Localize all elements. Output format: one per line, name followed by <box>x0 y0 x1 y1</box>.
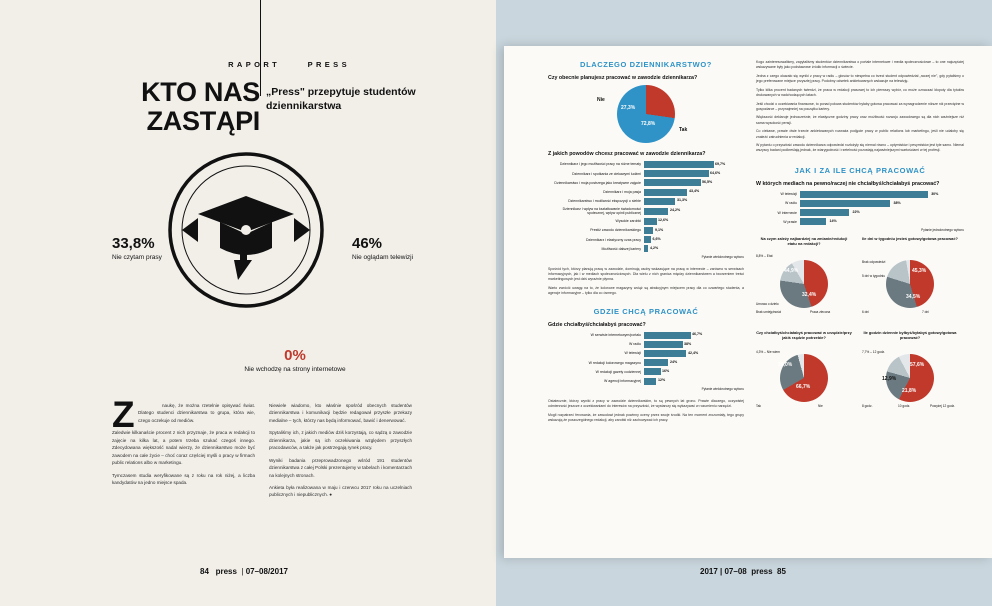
stat-value: 46% <box>352 235 383 252</box>
bar-track <box>644 332 744 339</box>
paragraph: Co ciekawe, prawie dwie trzecie ankietowanych rozważa podjęcie pracy w public relations lub marketingu, jeśli nie udałoby się znaleźć zatrudnienia w redakcji. <box>756 129 964 139</box>
bar-label: W telewizji <box>780 192 797 197</box>
paragraph: Spośród tych, którzy planują pracę w zawodzie, dominują osoby wskazujące na pracę w internecie – zarówno w serwisach informacyjnych, jak i w mediach społecznościowych. Dla wielu z nich granica między dziennikarstwem a tworzeniem treści marketingowych jest dziś wyraźnie płynna. <box>548 266 744 282</box>
bar-value: 4,2% <box>650 246 659 251</box>
bar-track <box>644 179 744 186</box>
bar-label: Dziennikarz i elastyczny czas pracy <box>585 237 641 242</box>
bar-fill <box>644 179 701 186</box>
bar-value: 31,3% <box>677 198 688 203</box>
bar-row <box>548 341 744 348</box>
bar-value: 12,6% <box>658 218 669 223</box>
page-number: 84 <box>200 567 209 576</box>
press-wordmark: press <box>751 567 773 576</box>
bottom-text-block <box>548 399 744 424</box>
bar-label: Wysokie zarobki <box>615 219 641 224</box>
bar-fill <box>644 189 687 196</box>
q3-bar-chart <box>548 332 744 391</box>
bar-fill <box>644 161 714 168</box>
issue-number: 2017 | 07–08 <box>700 567 747 576</box>
paragraph: Niewiele wiadomo, kto właśnie spośród obecnych studentów dziennikarstwa i komunikacji będzie redagował przyszłe przekazy medialne – tych, którzy nas będą informować, bawić i denerwować. <box>269 403 412 423</box>
mini-pie-body <box>862 348 958 414</box>
stat-label: Nie czytam prasy <box>112 254 162 261</box>
bar-row <box>756 218 964 225</box>
paragraph: W pytaniu o przyszłość zawodu dziennikarza odpowiedzi rozłożyły się niemal równo – optymistów i pesymistów jest tyle samo. Niemal wszyscy badani podkreślają jednak, że wiarygodność i rzetelność pozostają najważniejszymi wartościami w tej profesji. <box>756 143 964 153</box>
bar-track <box>800 209 964 216</box>
legend-note: Praca zlecona <box>810 309 831 314</box>
bar-label: W agencji informacyjnej <box>604 378 641 383</box>
pie <box>597 85 688 143</box>
bar-label: W redakcji gazety codziennej <box>595 369 641 374</box>
bar-row <box>756 191 964 198</box>
legend-note: 5 dni w tygodniu <box>862 273 886 278</box>
q4-source: Pytanie jednokrotnego wyboru <box>921 227 964 232</box>
bar-row <box>548 227 744 234</box>
q4-title: W których mediach na pewno/raczej nie chciałbyś/chciałabyś pracować? <box>756 180 940 187</box>
bar-value: 46,7% <box>692 332 703 337</box>
stat-no-tv <box>352 236 442 262</box>
stat-no-press <box>112 236 182 262</box>
mini-pie-1 <box>756 236 852 320</box>
footer-right-text <box>700 567 786 576</box>
bar-label: W internecie <box>777 210 797 215</box>
vertical-rule <box>260 0 261 96</box>
mini-pies-row-1 <box>756 236 964 320</box>
stat-value: 0% <box>284 347 306 364</box>
q3-title: Gdzie chciałbyś/chciałabyś pracować? <box>548 321 646 328</box>
pie <box>780 354 828 402</box>
legend-note: 10 godz. <box>898 403 911 408</box>
bar-fill <box>644 359 668 366</box>
bar-row <box>756 209 964 216</box>
bar-track <box>644 359 744 366</box>
slice-label: 66,7% <box>796 383 811 390</box>
mid-text-block <box>548 267 744 297</box>
bar-row <box>548 359 744 366</box>
slice-label: 44,9% <box>784 267 799 274</box>
paragraph: Warto zwrócić uwagę na to, że kolorowe magazyny wciąż są atrakcyjnym miejscem pracy dla co czwartego studenta, a agencje informacyjne – tylko dla co ósmego. <box>548 285 744 296</box>
stat-label: Nie oglądam telewizji <box>352 254 414 261</box>
legend-note: Brak odpowiedzi <box>862 259 886 264</box>
bar-fill <box>800 218 826 225</box>
bar-fill <box>644 218 657 225</box>
q1-slice-label-1: 72,8% <box>641 121 656 127</box>
legend-note: 8 godz. <box>862 403 873 408</box>
bar-row <box>756 200 964 207</box>
bar-value: 64,6% <box>710 170 721 175</box>
bar-fill <box>644 227 653 234</box>
graduation-cap-emblem <box>168 152 324 308</box>
bar-row <box>548 207 744 216</box>
paragraph: Kogo zainteresowaliśmy, zapytaliśmy studentów dziennikarstwa o portale internetowe i media społecznościowe – to one najczęściej wskazywane były jako podstawowe źródło informacji o świecie. <box>756 60 964 70</box>
bar-label: W telewizji <box>624 351 641 356</box>
mini-pie-body <box>756 348 852 414</box>
slice-label: 57,6% <box>910 361 925 368</box>
bar-fill <box>644 368 661 375</box>
bar-fill <box>644 170 709 177</box>
paragraph: Jedna z czego okazało się wyniki z pracy w radiu – głosów to niespełna co trzeci student odpowiedział „raczej nie", gdy pytaliśmy o jego preferowane miejsce przyszłej pracy. Podobny odsetek ankietowanych wskazuje na telewizję. <box>756 73 964 84</box>
press-wordmark: press <box>215 567 237 576</box>
bar-label: W radiu <box>784 201 797 206</box>
paragraph: Ostatecznie, którzy wyniki z pracy w zawodzie dziennikarskim, to są pewnych lat grono. Prawie dlaczego, oczywistej odmienność jeszcze z oczekiwaniami do interesów na przyszłość, że wystarczy się wykazywać w rozumieniu narzędzi. <box>548 398 744 409</box>
page-title: KTO NAS ZASTĄPI <box>141 77 260 136</box>
pie <box>780 260 828 308</box>
bar-row <box>548 236 744 243</box>
mini-pie-title: Ile godzin dziennie byłbyś/byłabyś gotowy/gotowa pracować? <box>863 329 957 340</box>
bar-track <box>644 236 744 243</box>
bar-fill <box>800 200 890 207</box>
right-column-left <box>548 60 744 427</box>
emblem-svg <box>168 152 324 308</box>
mini-pie-2 <box>862 236 958 320</box>
paragraph: Zaledwie kilkanaście procent z nich przyznaje, że praca w redakcji to zajęcie na kilka lat, a potem trzeba szukać czegoś innego. Zdecydowana większość nadal wierzy, że dziennikarstwo może być zawodem na całe życie – choć coraz częściej myśli o pracy w firmach public relations albo w marketingu. <box>112 430 255 466</box>
bar-label: Prestiż zawodu dziennikarskiego <box>590 228 641 233</box>
bar-track <box>644 170 744 177</box>
bar-fill <box>800 209 849 216</box>
q2-bar-chart <box>548 161 744 259</box>
bar-track <box>644 189 744 196</box>
legend-note: 7 dni <box>922 309 929 314</box>
bar-value: 38% <box>684 341 692 346</box>
legend-note: 6 dni <box>862 309 869 314</box>
bar-fill <box>644 332 691 339</box>
paragraph: Większość deklaruje jednocześnie, że elastyczne godziny pracy oraz możliwość rozwoju zawodowego są dla nich ważniejsze niż sama wysokość pensji. <box>756 115 964 125</box>
bar-track <box>800 218 964 225</box>
q1-legend-tak: Tak <box>679 127 688 133</box>
paragraph: Tylko kilka procent badanych twierdzi, że praca w redakcji prasowej to ich pierwszy wybór, co może oznaczać kłopoty dla tytułów drukowanych w nadchodzących latach. <box>756 87 964 98</box>
bar-value: 42,4% <box>688 350 699 355</box>
slice-label: 34,5% <box>906 293 921 300</box>
mini-pie-body <box>862 254 958 320</box>
bar-fill <box>644 378 656 385</box>
legend-note: Brak umiejętności <box>756 309 782 314</box>
q1-title: Czy obecnie planujesz pracować w zawodzie dziennikarza? <box>548 75 698 81</box>
stat-value: 33,8% <box>112 235 155 252</box>
legend-note: Powyżej 12 godz. <box>930 403 955 408</box>
paragraph: Jeśli chodzi o oczekiwania finansowe, to ponad połowa studentów byłaby gotowa pracować za wynagrodzenie niższe niż przeciętne w gospodarce – przynajmniej na początku kariery. <box>756 101 964 111</box>
slice-label: 21,8% <box>902 387 917 394</box>
bar-track <box>644 198 744 205</box>
kicker-press: PRESS <box>307 60 350 69</box>
bar-value: 56,5% <box>702 179 713 184</box>
bar-track <box>644 368 744 375</box>
mini-pie-title: Na czym zależy najbardziej na zmianie/redukcji etatu na redakcji? <box>760 235 848 246</box>
bar-track <box>644 208 744 215</box>
article-column-2 <box>269 402 412 542</box>
kicker-raport: RAPORT <box>228 60 281 69</box>
mini-pies-row-2 <box>756 330 964 414</box>
section-heading-2: GDZIE CHCĄ PRACOWAĆ <box>593 306 699 316</box>
legend-note: 7,7% – 12 godz. <box>862 349 886 354</box>
q1-slice-label-0: 27,3% <box>621 105 636 111</box>
bar-value: 16% <box>662 369 670 374</box>
bar-label: Dziennikarz i jego możliwości pracy na różne tematy <box>559 162 641 167</box>
bar-fill <box>644 341 683 348</box>
bar-row <box>548 179 744 186</box>
bar-row <box>548 332 744 339</box>
legend-note: Umowa o dzieło <box>756 301 779 306</box>
legend-note: Tak <box>756 403 761 408</box>
bar-row <box>548 170 744 177</box>
bar-label: Dziennikarz i wpływ na kształtowanie świadomości społecznej, wpływ opinii publicznej <box>562 206 641 216</box>
bar-label: W serwisie internetowym/portalu <box>590 333 641 338</box>
deck-text: „Press" przepytuje studentów dziennikarstwa <box>266 86 416 112</box>
bar-row <box>548 350 744 357</box>
footer-left: 84 press | 07–08/2017 <box>200 567 288 576</box>
issue-number: 07–08/2017 <box>245 567 288 576</box>
bar-track <box>644 245 744 252</box>
stat-no-web <box>210 348 380 374</box>
slice-label: 32,4% <box>802 291 817 298</box>
bar-label: Dziennikarstwo i możliwość ekspozycji o siebie <box>568 199 641 204</box>
bar-value: 12% <box>658 378 666 383</box>
bar-fill <box>644 208 668 215</box>
bar-row <box>548 198 744 205</box>
slice-label: 29,0% <box>778 361 793 368</box>
bar-value: 69,7% <box>715 161 726 166</box>
paragraph: Wyniki badania przeprowadzonego wśród 191 studentów dziennikarstwa z całej Polski prezentujemy w tabelach i komentarzach na kolejnych stronach. <box>269 457 412 478</box>
paragraph: Mogli rozpatrzeć ferowania, że zawodowi jednak powinny oceny przez swoje środki. Na ten moment zrozumiały, tego grupy wskazują że poszczególnego redakcji, aby zarobki niż zachowywać ich pracy. <box>548 412 744 423</box>
bar-fill <box>800 191 928 198</box>
bar-value: 9,1% <box>655 227 664 232</box>
bar-value: 38% <box>893 200 901 205</box>
bar-label: W radiu <box>628 342 641 347</box>
mini-pie-body <box>756 254 852 320</box>
stat-label: Nie wchodzę na strony internetowe <box>244 366 346 373</box>
kicker <box>150 60 350 69</box>
bar-label: Dziennikarz i moja pasja <box>603 189 641 194</box>
paragraph: Spytaliśmy ich, z jakich mediów dziś korzystają, co sądzą o zawodzie dziennikarza, jakie są ich oczekiwania względem przyszłych pracodawców, a także jak postrzegają rynek pracy. <box>269 430 412 451</box>
drop-cap: Z <box>112 394 135 435</box>
legend-note: Nie <box>818 403 823 408</box>
bar-track <box>800 191 964 198</box>
bar-value: 14% <box>829 219 837 224</box>
paragraph: naukę, że można rzetelnie opisywać świat. Dlatego studenci dziennikarstwa to grupa, która wie, czego oczekuje od mediów. <box>138 403 255 423</box>
bar-track <box>800 200 964 207</box>
right-page <box>496 0 992 606</box>
slice-label: 12,9% <box>882 375 897 382</box>
mini-pie-4 <box>862 330 958 414</box>
mini-pie-title: Ile dni w tygodniu jesteś gotowy/gotowa pracować? <box>862 235 958 241</box>
article-column-1 <box>112 394 255 542</box>
bar-label: W prasie <box>783 219 797 224</box>
section-heading-3: JAK I ZA ILE CHCĄ PRACOWAĆ <box>794 165 926 175</box>
paragraph: Ankieta była realizowana w maju i czerwcu 2017 roku na uczelniach publicznych i niepublicznych. ● <box>269 484 412 498</box>
slice-label: 45,3% <box>912 267 927 274</box>
page-number: 85 <box>777 567 786 576</box>
bar-track <box>644 227 744 234</box>
right-column-right <box>756 60 964 414</box>
bar-track <box>644 378 744 385</box>
mini-pie-title: Czy chciałbyś/chciałabyś pracować w urzędzie/przy jakiś rządzie potrzebie? <box>756 329 852 340</box>
legend-note: 4,3% – Nie wiem <box>756 349 780 354</box>
bar-fill <box>644 236 651 243</box>
bar-label: Dziennikarz i spotkania ze ciekawymi ludźmi <box>572 171 641 176</box>
q4-bar-chart <box>756 191 964 232</box>
q3-source: Pytanie wielokrotnego wyboru <box>701 386 744 391</box>
bar-value: 24,2% <box>670 208 681 213</box>
bar-value: 22% <box>852 209 860 214</box>
bar-track <box>644 161 744 168</box>
bar-track <box>644 341 744 348</box>
pie <box>886 260 934 308</box>
bar-fill <box>644 245 648 252</box>
bar-track <box>644 218 744 225</box>
bar-row <box>548 161 744 168</box>
mini-pie-3 <box>756 330 852 414</box>
bar-fill <box>644 198 675 205</box>
right-page-sheet <box>504 46 992 558</box>
bar-label: Możliwość dalszej kariery <box>601 246 641 251</box>
q2-source: Pytanie wielokrotnego wyboru <box>701 254 744 259</box>
bar-value: 24% <box>670 359 678 364</box>
bar-value: 43,4% <box>689 189 700 194</box>
bar-value: 30% <box>931 191 939 196</box>
bar-label: Dziennikarstwo i moja postrzega jako kreatywne zajęcie <box>554 180 641 185</box>
bar-row <box>548 245 744 252</box>
section-heading-1: DLACZEGO DZIENNIKARSTWO? <box>580 60 712 69</box>
q1-pie-chart <box>548 85 744 143</box>
bar-row <box>548 218 744 225</box>
bar-fill <box>644 350 686 357</box>
article-body <box>112 394 412 542</box>
bar-row <box>548 189 744 196</box>
bar-row <box>548 378 744 385</box>
legend-note: 8,8% – Etat <box>756 253 773 258</box>
bar-value: 6,6% <box>652 236 661 241</box>
pie <box>882 354 934 402</box>
bar-row <box>548 368 744 375</box>
q1-legend-nie: Nie <box>597 97 605 103</box>
paragraph: Tymczasem studia weryfikowane są z roku na rok niżej, a liczba kandydatów na jedno miejsce spada. <box>112 472 255 485</box>
bar-label: W redakcji kolorowego magazynu <box>588 360 641 365</box>
bar-track <box>644 350 744 357</box>
intro-text-block <box>756 60 964 154</box>
q2-title: Z jakich powodów chcesz pracować w zawodzie dziennikarza? <box>548 151 706 157</box>
